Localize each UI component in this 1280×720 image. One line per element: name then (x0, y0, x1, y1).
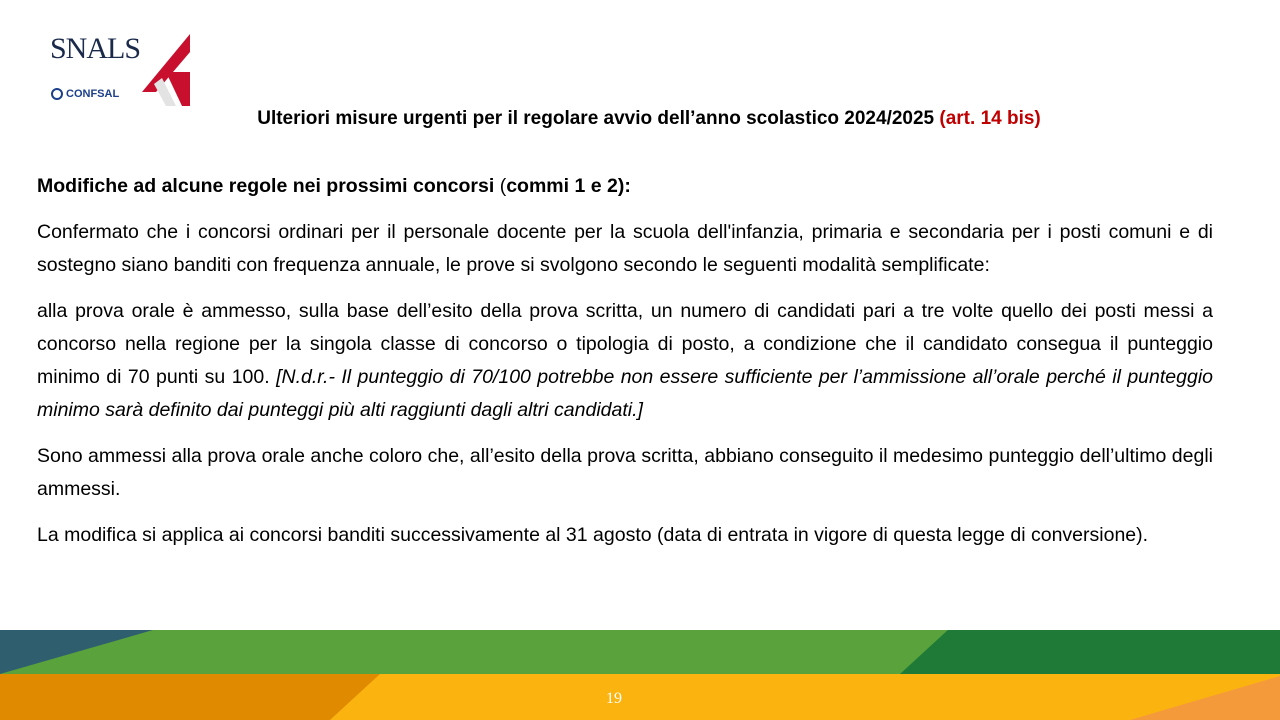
section-heading-paren: ( (494, 175, 507, 197)
snals-confsal-logo (40, 28, 200, 108)
paragraph-2-note: [N.d.r.- Il punteggio di 70/100 potrebbe non essere sufficiente per l’ammissione all’orale perché il punteggio minimo sarà definito dai punteggi più alti raggiunti dagli altri candidati.] (37, 366, 1213, 421)
paragraph-4: La modifica si applica ai concorsi banditi successivamente al 31 agosto (data di entrata in vigore di questa legge di conversione). (37, 524, 1149, 546)
section-heading-commi: commi 1 e 2): (506, 175, 631, 197)
page-number: 19 (606, 690, 622, 707)
slide-title-main: Ulteriori misure urgenti per il regolare avvio dell’anno scolastico 2024/2025 (257, 108, 940, 129)
slide-title-ref: (art. 14 bis) (939, 108, 1041, 129)
logo-brand-text: SNALS (50, 32, 141, 65)
section-heading-main: Modifiche ad alcune regole nei prossimi concorsi (37, 175, 495, 197)
section-heading (37, 170, 1213, 203)
paragraph-1: Confermato che i concorsi ordinari per il personale docente per la scuola dell'infanzia, primaria e secondaria per i posti comuni e di sostegno siano banditi con frequenza annuale, le prove si svolgono secondo le seguenti modalità semplificate: (37, 221, 1213, 276)
slide-body (37, 170, 1213, 565)
logo-sub-brand-text: CONFSAL (66, 88, 120, 100)
logo-chevron-icon (126, 28, 196, 106)
paragraph-2 (37, 295, 1213, 427)
slide-title (0, 108, 1280, 130)
paragraph-2-text: alla prova orale è ammesso, sulla base dell’esito della prova scritta, un numero di candidati pari a tre volte quello dei posti messi a concorso nella regione per la singola classe di concorso o tipologia di posto, a condizione che il candidato consegua il punteggio minimo di 70 punti su 100. (37, 300, 1213, 388)
confsal-mark-icon (50, 88, 64, 100)
paragraph-3: Sono ammessi alla prova orale anche coloro che, all’esito della prova scritta, abbiano conseguito il medesimo punteggio dell’ultimo degli ammessi. (37, 445, 1213, 500)
